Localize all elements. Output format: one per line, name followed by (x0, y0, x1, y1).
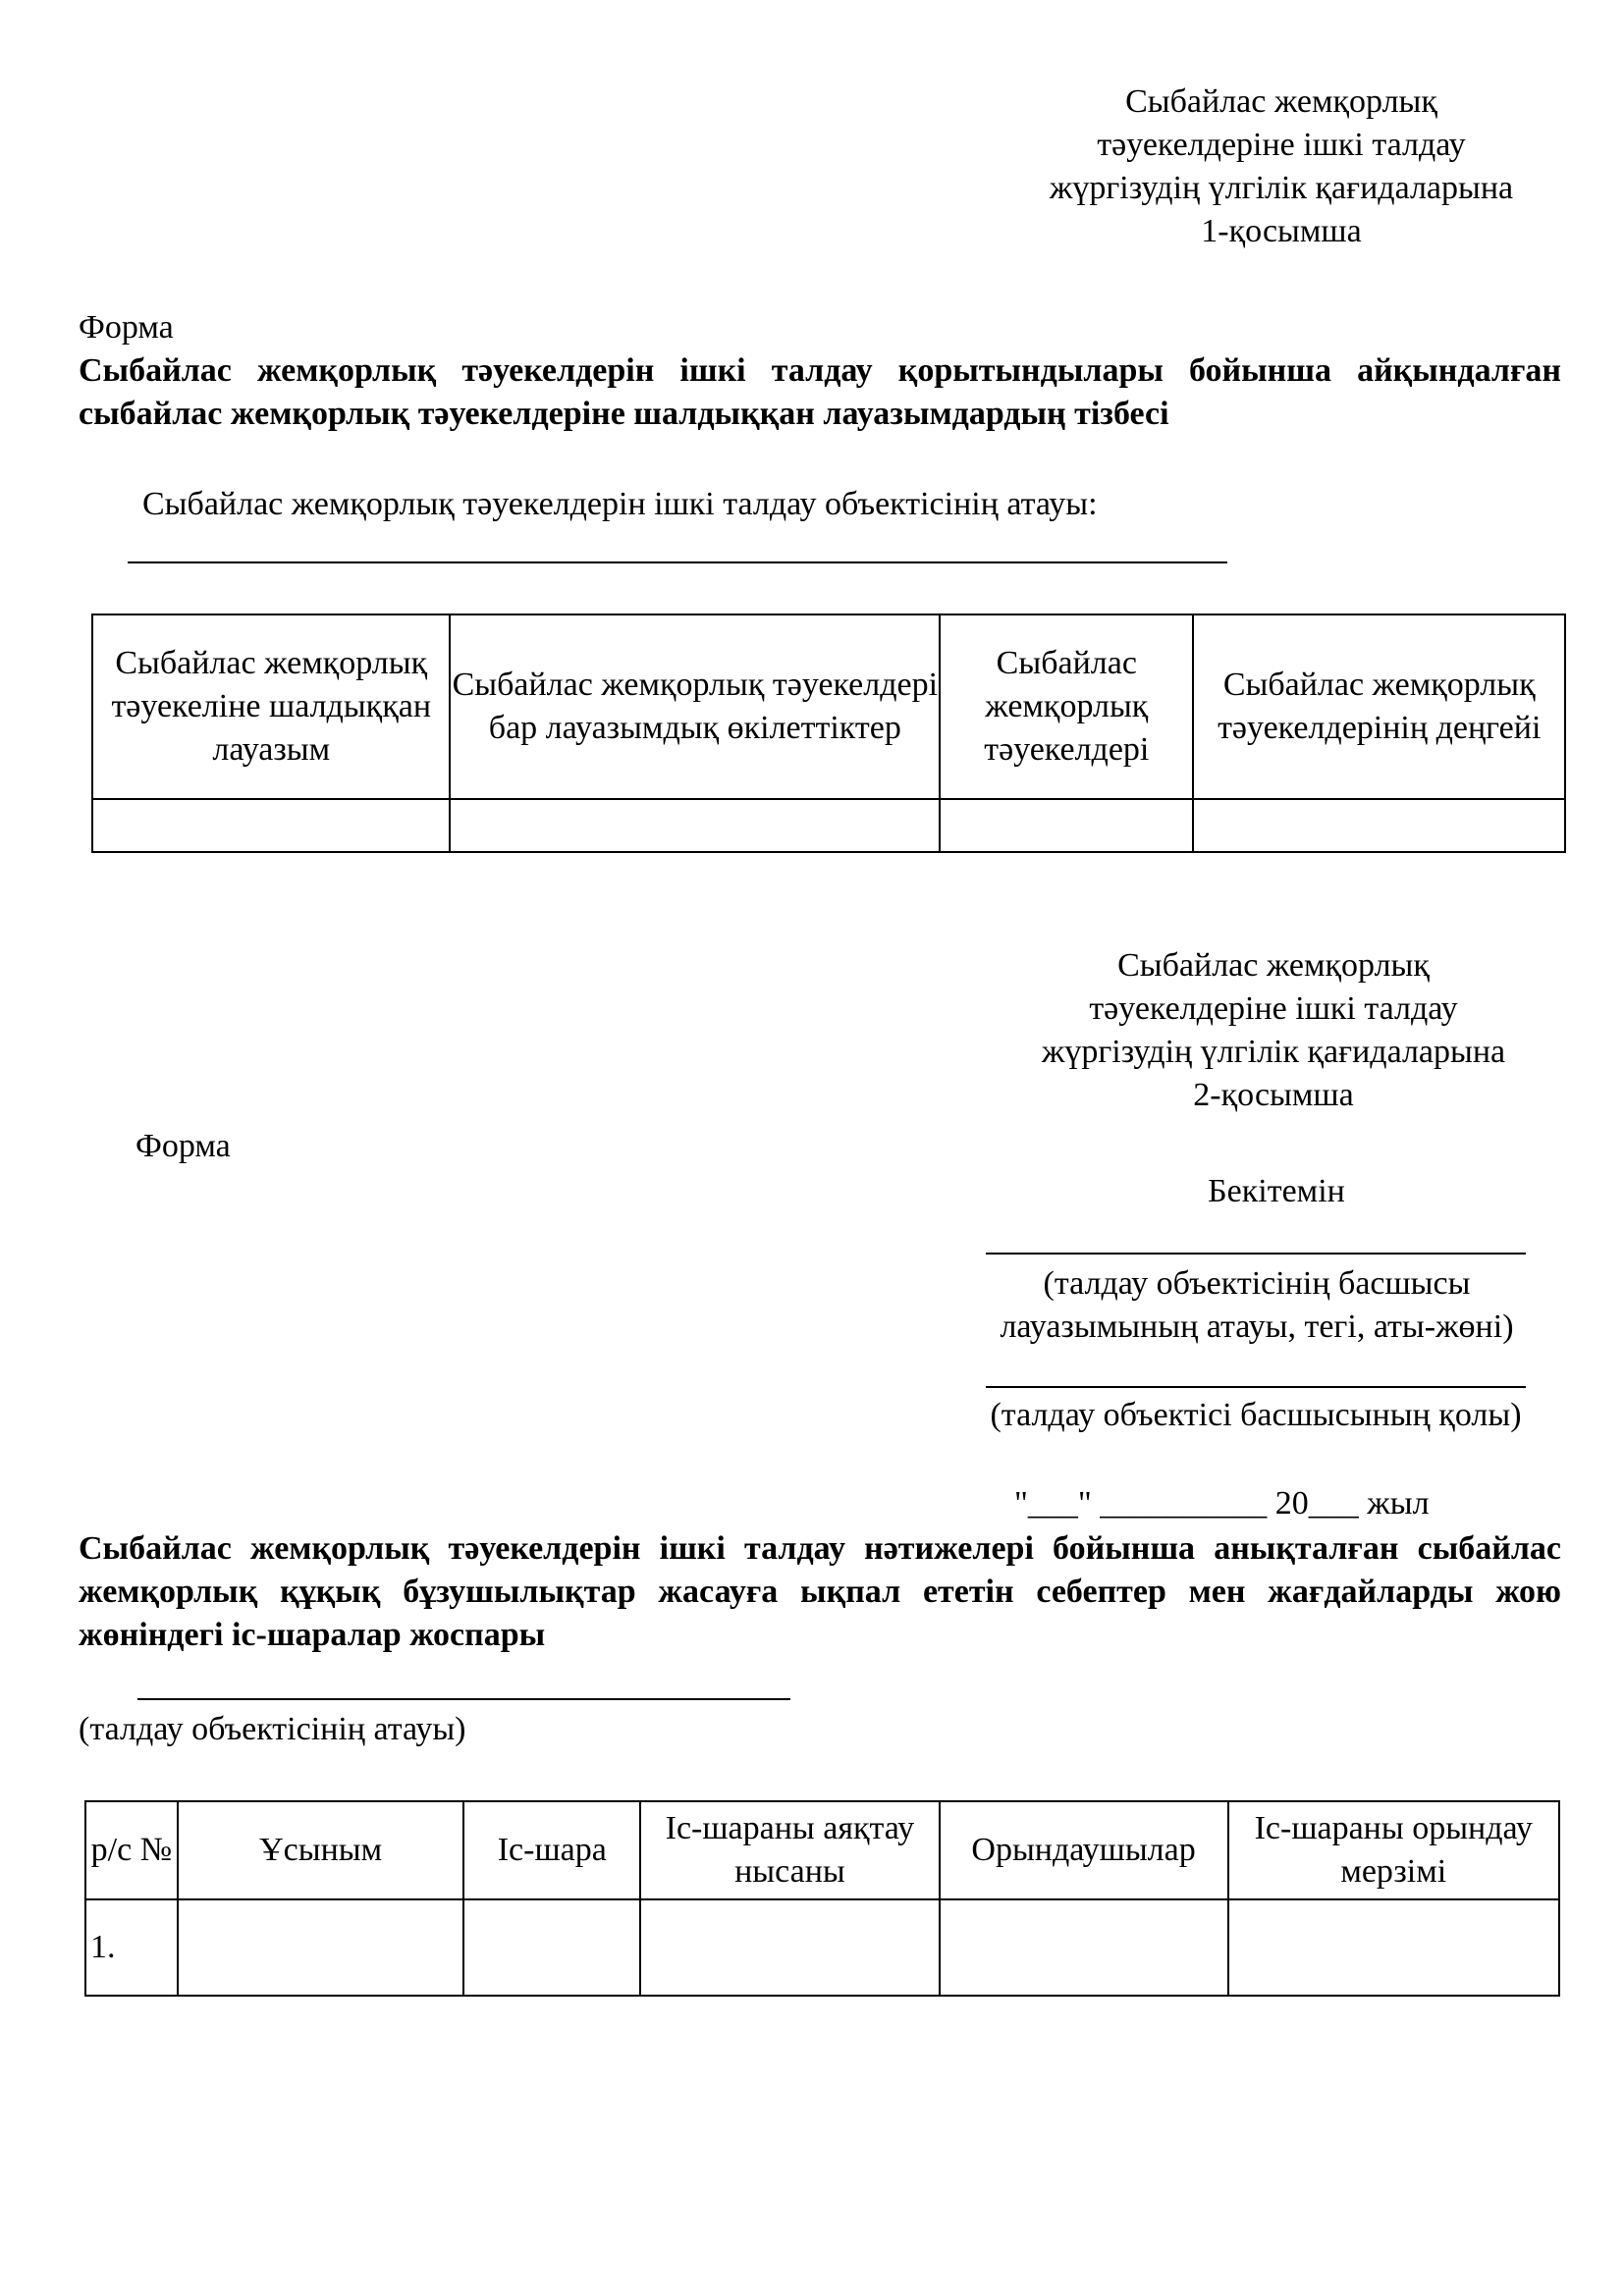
date-line: "___" __________ 20___ жыл (1014, 1485, 1430, 1522)
table-cell[interactable] (640, 1899, 940, 1996)
table-cell[interactable] (1228, 1899, 1560, 1996)
object-name-line[interactable] (137, 1698, 790, 1700)
appendix2-table-header-row (85, 1801, 1559, 1899)
head-signature-line[interactable] (986, 1386, 1526, 1388)
approve-label: Бекітемін (1208, 1173, 1345, 1209)
appendix2-col-header: Ұсыным (178, 1801, 464, 1899)
appendix2-header (954, 944, 1593, 1117)
head-position-line[interactable] (986, 1253, 1526, 1255)
appendix2-col-header: Іс-шараны орындау мерзімі (1228, 1801, 1560, 1899)
table-cell[interactable] (463, 1899, 640, 1996)
table-cell[interactable] (940, 1899, 1228, 1996)
appendix1-col-header: Сыбайлас жемқорлық тәуекелдері бар лауазымдық өкілеттіктер (450, 614, 940, 799)
appendix2-form-label: Форма (135, 1128, 231, 1164)
object-name-note: (талдау объектісінің атауы) (79, 1711, 466, 1747)
appendix2-header-line: тәуекелдеріне ішкі талдау (1089, 990, 1458, 1027)
table-row (85, 1899, 1559, 1996)
table-cell[interactable] (92, 799, 450, 852)
table-row (92, 799, 1565, 852)
appendix1-header-line: 1-қосымша (1201, 213, 1362, 249)
appendix2-col-header: Іс-шара (463, 1801, 640, 1899)
appendix1-header-line: жүргізудің үлгілік қағидаларына (1049, 170, 1514, 206)
appendix2-table (84, 1800, 1560, 1997)
appendix1-object-name-line[interactable] (128, 561, 1227, 563)
appendix1-table-header-row (92, 614, 1565, 799)
appendix2-col-header: Орындаушылар (940, 1801, 1228, 1899)
table-cell[interactable] (178, 1899, 464, 1996)
appendix2-col-header: Іс-шараны аяқтау нысаны (640, 1801, 940, 1899)
appendix1-form-label: Форма (79, 309, 174, 346)
appendix1-header (962, 80, 1600, 253)
appendix1-col-header: Сыбайлас жемқорлық тәуекелдері (940, 614, 1193, 799)
appendix1-header-line: тәуекелдеріне ішкі талдау (1097, 127, 1466, 163)
appendix1-col-header: Сыбайлас жемқорлық тәуекеліне шалдыққан лауазым (92, 614, 450, 799)
appendix2-header-line: жүргізудің үлгілік қағидаларына (1041, 1034, 1506, 1070)
head-signature-note: (талдау объектісі басшысының қолы) (990, 1397, 1522, 1433)
appendix1-header-line: Сыбайлас жемқорлық (1125, 83, 1437, 120)
appendix1-table (91, 614, 1566, 853)
table-cell[interactable] (450, 799, 940, 852)
appendix2-title: Сыбайлас жемқорлық тәуекелдерін ішкі талдау нәтижелері бойынша анықталған сыбайлас жемқорлық құқық бұзушылықтар жасауға ықпал ететін себептер мен жағдайларды жою жөніндегі іс-шаралар жоспары (79, 1530, 1561, 1653)
appendix2-header-line: Сыбайлас жемқорлық (1117, 947, 1430, 984)
head-position-note: (талдау объектісінің басшысы лауазымының атауы, тегі, аты-жөні) (1000, 1265, 1514, 1345)
table-cell: 1. (85, 1899, 178, 1996)
table-cell[interactable] (940, 799, 1193, 852)
appendix2-header-line: 2-қосымша (1193, 1077, 1354, 1113)
appendix2-col-header: р/с № (85, 1801, 178, 1899)
appendix1-object-label: Сыбайлас жемқорлық тәуекелдерін ішкі талдау объектісінің атауы: (142, 486, 1098, 522)
appendix1-title: Сыбайлас жемқорлық тәуекелдерін ішкі талдау қорытындылары бойынша айқындалған сыбайлас жемқорлық тәуекелдеріне шалдыққан лауазымдардың тізбесі (79, 352, 1561, 432)
table-cell[interactable] (1193, 799, 1565, 852)
appendix1-col-header: Сыбайлас жемқорлық тәуекелдерінің деңгейі (1193, 614, 1565, 799)
